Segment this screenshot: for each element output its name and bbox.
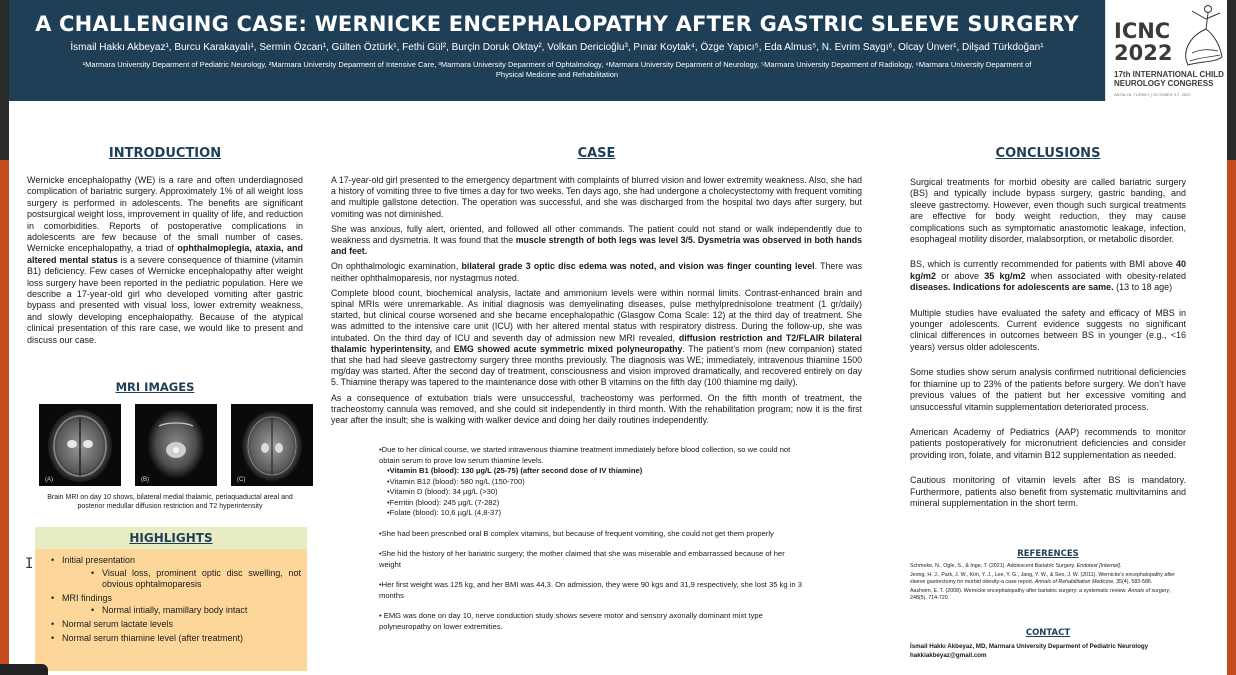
logo-location: ANTALYA, TURKEY | OCTOBER 3-7, 2022 [1114, 92, 1191, 97]
intro-text-a: Wernicke encephalopathy (WE) is a rare and often underdiagnosed complication of bariatric surgery. Approximately 1% of all weight loss surgery is performed in adolescents. The benefits are significant postsurgical weight loss, improvement in quality of life, and reduction in comorbidities. Reports of postoperative complications in adolescents are few because of the small number of cases. Wernicke encephalopathy, a triad of [27, 175, 303, 254]
concl-p2-c: or above [936, 270, 985, 281]
case-p3-bold: bilateral grade 3 optic disc edema was noted, and vision was finger counting level [461, 261, 815, 272]
case-paragraph [331, 224, 862, 258]
conclusions-text [910, 177, 1186, 509]
ref2-pages: , 35(4), 583-586. [1113, 579, 1153, 585]
lab-value: •Vitamin B1 (blood): 130 µg/L (25-75) (after second dose of IV thiamine) [387, 466, 643, 475]
case-p4-b: and [432, 343, 454, 354]
highlight-item: • Normal serum lactate levels [53, 618, 307, 632]
ref3-pages: , 248(5), 714-720. [910, 588, 1171, 601]
author-list: İsmail Hakkı Akbeyaz¹, Burcu Karakayalı¹, Sermin Özcan¹, Gülten Öztürk¹, Fethi Gül², Burçin Doruk Oktay², Volkan Dericioğlu³, Pınar Koytak⁴, Özge Yapıcı⁵, Eda Almus⁵, N. Evrim Saygı⁶, Olcay Ünver¹, Dilşad Türkdoğan¹ [70, 42, 1044, 53]
highlight-subitem: • Visual loss, prominent optic disc swelling, not obvious ophtalmoparesis [93, 568, 307, 590]
ref1-text: Schmoke, N., Ogle, S., & Inge, T. (2021). Adolescent Bariatric Surgery. [910, 563, 1077, 569]
mri-image-b [135, 404, 217, 486]
lab-value: •Ferritin (blood): 245 µg/L (7-282) [387, 497, 500, 507]
conclusion-paragraph: American Academy of Pediatrics (AAP) recommends to monitor patients postoperatively for micronutrient deficiencies and consider providing iron, folate, and vitamin B12 supplementation as needed. [910, 426, 1186, 460]
concl-p2-b2: 35 kg/m2 [984, 270, 1026, 281]
conclusion-paragraph: Some studies show serum analysis confirmed nutritional deficiencies for thiamine up to 23% of the patients before surgery. We don’t have previous values of the patient but her excessive vomiting and unsuccessful vitamin supplementation deteriorated process. [910, 367, 1186, 412]
references-title: REFERENCES [1017, 549, 1079, 559]
case-section [331, 146, 862, 430]
mri-image-c [231, 404, 313, 486]
bullet-item: •Her first weight was 125 kg, and her BMI was 44,3. On admission, they were 90 kgs and 31,9 respectively, she lost 35 kg in 3 months [379, 580, 802, 600]
poster-title: A CHALLENGING CASE: WERNICKE ENCEPHALOPATHY AFTER GASTRIC SLEEVE SURGERY [35, 12, 1079, 36]
contact-email[interactable]: hakkiakbeyaz@gmail.com [910, 652, 987, 659]
conclusion-paragraph [910, 259, 1186, 293]
case-p2-a: She was anxious, fully alert, oriented, and followed all other commands. The patient could not stand or walk independently due to weakness and dysmetria. It was found that the [331, 223, 862, 246]
mri-label-a: (A) [45, 477, 53, 483]
references-section [910, 549, 1186, 604]
contact-name: İsmail Hakkı Akbeyaz, MD, Marmara University Deparment of Pediatric Neurology [910, 643, 1149, 650]
whirling-dervish-icon [1178, 3, 1226, 69]
conclusions-section [910, 146, 1186, 523]
mri-label-b: (B) [141, 477, 149, 483]
case-p3-b: . There was neither ophthalmoparesis, nor nystagmus noted. [331, 261, 862, 283]
concl-p2-e: (13 to 18 age) [1113, 282, 1173, 293]
mri-title: MRI IMAGES [115, 380, 195, 394]
logo-text-year: 2022 [1114, 41, 1173, 65]
conclusion-paragraph: Multiple studies have evaluated the safety and efficacy of MBS in younger adolescents. Current evidence suggests no significant clinical differences in outcomes between BS in younger (e.g., <16 years) versus older adolescents. [910, 307, 1186, 352]
case-p4-c: . The patient’s mom (new companion) stated that she had had sleeve gastrectomy surgery three months previously. The diagnosis was WE; immediately, intravenous thiamine 1500 mg/day was started. After the second day of treatment, consciousness and vision improved dramatically, and recovered entirely on day 5. Thiamine therapy was tapered to the maintenance dose with other B vitamins on the fifth day (100 thiamine mg daily). [331, 343, 862, 388]
concl-p2-b3: diseases. Indications for adolescents are same. [910, 282, 1114, 293]
left-side-band [0, 160, 9, 675]
highlight-item: • MRI findings [53, 592, 307, 606]
congress-logo [1105, 0, 1227, 101]
conclusion-paragraph: Surgical treatments for morbid obesity are called bariatric surgery (BS) and typically include bypass surgery, gastric banding, and sleeve gastrectomy. However, even though such surgical treatments are effective for body weight reduction, they may cause complications such as symptomatic anastomotic leakage, infection, esophageal motility disorder, malabsorption, or metabolic disorder. [910, 177, 1186, 245]
case-p4-a: Complete blood count, biochemical analysis, lactate and ammonium levels were within normal limits. Contrast-enhanced brain and spinal MRIs were unremarkable. As initial diagnosis was demyelinating diseases, pulse methylprednisolone treatment (1 gr/daily) started, but clinical course worsened and she became encephalopathic (Glasgow Coma Scale: 12) at the third day of treatment. She was admitted to the intensive care unit (ICU) with her altered mental status with respiratory distress. During the follow-up, she was intubated. On the third day of ICU and seventh day of admission new MRI revealed, [331, 287, 862, 343]
bullet-item: •She hid the history of her bariatric surgery; the mother claimed that she was miserable and embarrassed because of her weight [379, 549, 785, 569]
affiliations: ¹Marmara University Deparment of Pediatric Neurology, ²Marmara University Deparment of Intensive Care, ³Marmara University Deparment of Ophtalmology, ⁴Marmara University Deparment of Neurology, ⁵Marmara University Deparment of Radiology, ⁶Marmara University Deparment of Physical Medicine and Rehabilitation [82, 60, 1032, 79]
case-paragraph [331, 288, 862, 389]
concl-p2-a: BS, which is currently recommended for patients with BMI above [910, 259, 1176, 270]
case-text [331, 175, 862, 426]
bullet-text: •Due to her clinical course, we started intravenous thiamine treatment immediately before blood collection, so we could not obtain serum to prove low serum thiamine levels. [379, 445, 791, 465]
case-paragraph: A 17-year-old girl presented to the emergency department with complaints of blurred vision and lower extremity weakness. Also, she had a history of vomiting three to five times a day for two weeks. Ten days ago, she had undergone a cholecystectomy with frequent vomiting and multiple gallstone detection. The operation was successful, and she was discharged from the hospital two days after surgery, but vomiting was not diminished. [331, 175, 862, 219]
bullet-item [379, 445, 803, 519]
introduction-text [27, 175, 303, 346]
right-side-band [1227, 160, 1236, 675]
logo-text-icnc: ICNC [1114, 19, 1171, 43]
highlights-header [35, 527, 307, 549]
highlight-item: • Initial presentation [53, 554, 307, 568]
poster-header [9, 0, 1105, 101]
lab-value: •Vitamin D (blood): 34 µg/L (>30) [387, 487, 498, 496]
ref2-source: Annals of Rehabilitation Medicine [1034, 579, 1114, 585]
highlights-list [35, 554, 307, 645]
ref3-text: Aasheim, E. T. (2008). Wernicke encephalopathy after bariatric surgery: a systematic review. [910, 588, 1128, 594]
case-title: CASE [577, 146, 616, 161]
mri-label-c: (C) [237, 477, 246, 483]
brain-scan-icon [39, 404, 121, 486]
conclusions-title: CONCLUSIONS [995, 146, 1101, 161]
conclusion-paragraph: Cautious monitoring of vitamin levels after BS is mandatory. Furthermore, patients also benefit from systematic multivitamins and mineral supplementation in the short term. [910, 475, 1186, 508]
case-paragraph: As a consequence of extubation trials were unsuccessful, tracheostomy was performed. On the fifth month of treatment, the tracheostomy cannula was removed, and she could sit independently in third month. With the rehabilitation program; now it is the first year after the insult; she is walking with walker device and doing her daily routines independently. [331, 392, 862, 426]
reference-item [910, 563, 1186, 570]
mri-caption: Brain MRI on day 10 shows, bilateral medial thalamic, periaquaductal areal and posterior medullar diffusion restriction and T2 hyperintensity [47, 494, 293, 510]
ref2-text: Jeong, H. J., Park, J. W., Kim, Y. J., Lee, Y. G., Jang, Y. W., & Seo, J. W. (2011). Wernicke’s encephalopathy after sleeve gastrectomy for morbid obesity-a case report. [910, 572, 1175, 585]
intro-text-bold: ophthalmoplegia, ataxia, and altered mental status [27, 243, 303, 265]
taskbar-corner [0, 664, 48, 675]
highlight-subitem: • Normal intially, mamillary body intact [93, 605, 307, 616]
text-cursor-icon: I [25, 556, 34, 572]
lab-value: •Folate (blood): 10,6 µg/L (4,8-37) [387, 508, 501, 517]
concl-p2-b1: 40 kg/m2 [910, 259, 1186, 281]
ref3-source: Annals of surgery [1127, 588, 1170, 594]
highlights-title: HIGHLIGHTS [129, 531, 213, 545]
ref1-source: Endotext [Internet]. [1076, 563, 1122, 569]
introduction-title: INTRODUCTION [108, 146, 222, 161]
mri-image-row [39, 404, 309, 486]
mri-image-a [39, 404, 121, 486]
brain-scan-icon [135, 404, 217, 486]
case-p2-bold: muscle strength of both legs was level 3/5. Dysmetria was observed in both hands and feet. [331, 235, 863, 257]
bullet-item: •She had been prescribed oral B complex vitamins, but because of frequent vomiting, she could not get them properly [379, 528, 774, 538]
introduction-section [27, 146, 303, 346]
case-bullets [379, 445, 803, 642]
case-p4-bold1: diffusion restriction and T2/FLAIR bilateral thalamic hyperintensity, [331, 332, 862, 354]
case-p4-bold2: EMG showed acute symmetric mixed polyneuropathy [453, 343, 683, 354]
poster [9, 0, 1227, 675]
case-p3-a: On ophthalmologic examination, [331, 261, 462, 272]
lab-value: •Vitamin B12 (blood): 580 ng/L (150-700) [387, 476, 525, 486]
logo-subtitle: 17th INTERNATIONAL CHILD NEUROLOGY CONGRESS [1114, 70, 1224, 88]
reference-item [910, 572, 1186, 586]
concl-p2-d: when associated with obesity-related [1025, 270, 1186, 281]
contact-title: CONTACT [1025, 628, 1071, 638]
contact-section [910, 628, 1186, 660]
case-paragraph [331, 261, 862, 283]
highlight-item: • Normal serum thiamine level (after treatment) [53, 632, 307, 646]
bullet-item: • EMG was done on day 10, nerve conduction study shows severe motor and sensory axonally dominant mixt type polyneuropathy on lower extremities. [379, 611, 763, 631]
intro-text-b: is a severe consequence of thiamine (vitamin B1) deficiency. Few cases of Wernicke encephalopathy after weight loss surgery have been reported in the pediatric population. Here we describe a 17-year-old girl who developed vomiting after gastric bypass and presented with visual loss, lower extremity weakness, and slowly developing encephalopathy. Because of the atypical clinical presentation of this rare case, we would like to present and discuss our case. [27, 254, 303, 345]
highlights-box [35, 527, 307, 671]
brain-scan-icon [231, 404, 313, 486]
reference-item [910, 588, 1186, 602]
